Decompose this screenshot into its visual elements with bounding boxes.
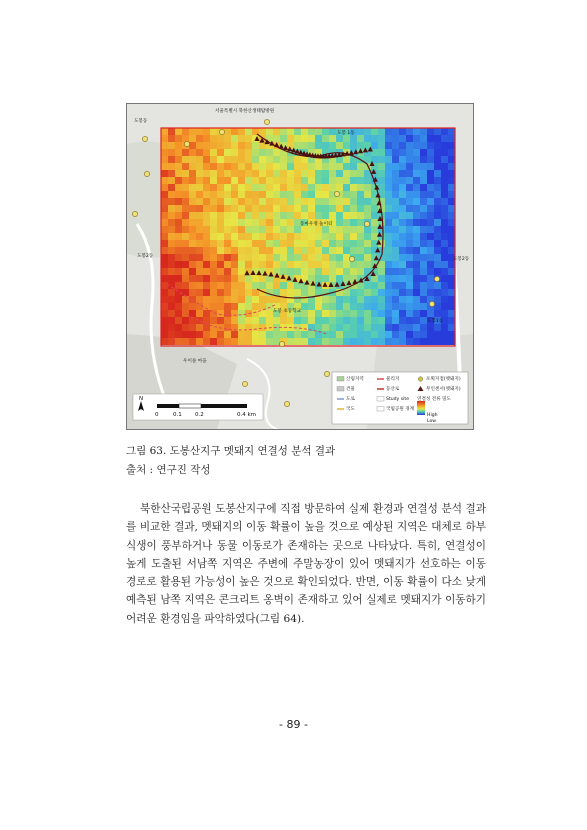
legend-label: 국립공원 경계 xyxy=(386,407,415,412)
legend-label: 무인센서(멧돼지) xyxy=(426,387,461,392)
north-label: N xyxy=(139,396,144,402)
map-label: 도봉동 xyxy=(134,119,148,124)
current-density-raster xyxy=(161,128,455,345)
connectivity-map xyxy=(127,104,473,429)
legend-label: 연결성 전류 밀도 xyxy=(417,397,451,402)
scale-tick: 0.2 xyxy=(195,412,204,418)
scale-tick: 0 xyxy=(155,412,159,418)
scale-tick: 0.4 km xyxy=(237,412,257,418)
map-label: 도봉2동 xyxy=(453,257,470,262)
page-number: - 89 - xyxy=(279,718,308,731)
legend-label: 등산로 xyxy=(386,387,400,392)
map-label: 동마우정 놀이터 xyxy=(300,222,333,227)
legend-label: 산림지역 xyxy=(346,377,364,382)
legend-item xyxy=(377,396,409,402)
map-legend xyxy=(332,372,468,424)
map-label: 도봉1동 xyxy=(427,319,444,324)
connectivity-map-figure xyxy=(126,103,474,430)
scale-bar xyxy=(133,394,263,420)
ramp-high-label: High xyxy=(427,413,438,418)
legend-label: 포획지점(멧돼지) xyxy=(426,377,461,382)
scale-tick: 0.1 xyxy=(173,412,182,418)
map-label: 도봉 1동 xyxy=(337,131,355,136)
map-label: 도봉2동 xyxy=(137,254,154,259)
map-label: 도봉 초등학교 xyxy=(273,309,302,314)
body-paragraph: 북한산국립공원 도봉산지구에 직접 방문하여 실제 환경과 연결성 분석 결과를 비교한 결과, 멧돼지의 이동 확률이 높을 것으로 예상된 지역은 대체로 하부식생이 풍부하거나 동물 이동로가 존재하는 곳으로 나타났다. 특히, 연결성이 높게 도출된 서남쪽 지역은 주변에 주말농장이 있어 멧돼지가 선호하는 이동 경로로 활용된 가능성이 높은 것으로 확인되었다. 반면, 이동 확률이 다소 낮게 예측된 남쪽 지역은 콘크리트 옹벽이 존재하고 있어 실제로 멧돼지가 이동하기 어려운 환경임을 파악하였다(그림 64). xyxy=(126,503,486,625)
map-label: 서울특별시 북한산생태탐방원 xyxy=(215,109,275,114)
map-label: 우이솔 마을 xyxy=(183,359,207,364)
ramp-low-label: Low xyxy=(427,419,437,424)
legend-label: 국도 xyxy=(346,407,355,412)
legend-label: 도로 xyxy=(346,397,355,402)
legend-label: Study site xyxy=(386,397,410,402)
figure-caption: 그림 63. 도봉산지구 멧돼지 연결성 분석 결과 xyxy=(126,445,336,457)
legend-label: 건물 xyxy=(346,387,355,392)
figure-source: 출처 : 연구진 작성 xyxy=(126,464,211,476)
legend-label: 물리지 xyxy=(386,377,400,382)
